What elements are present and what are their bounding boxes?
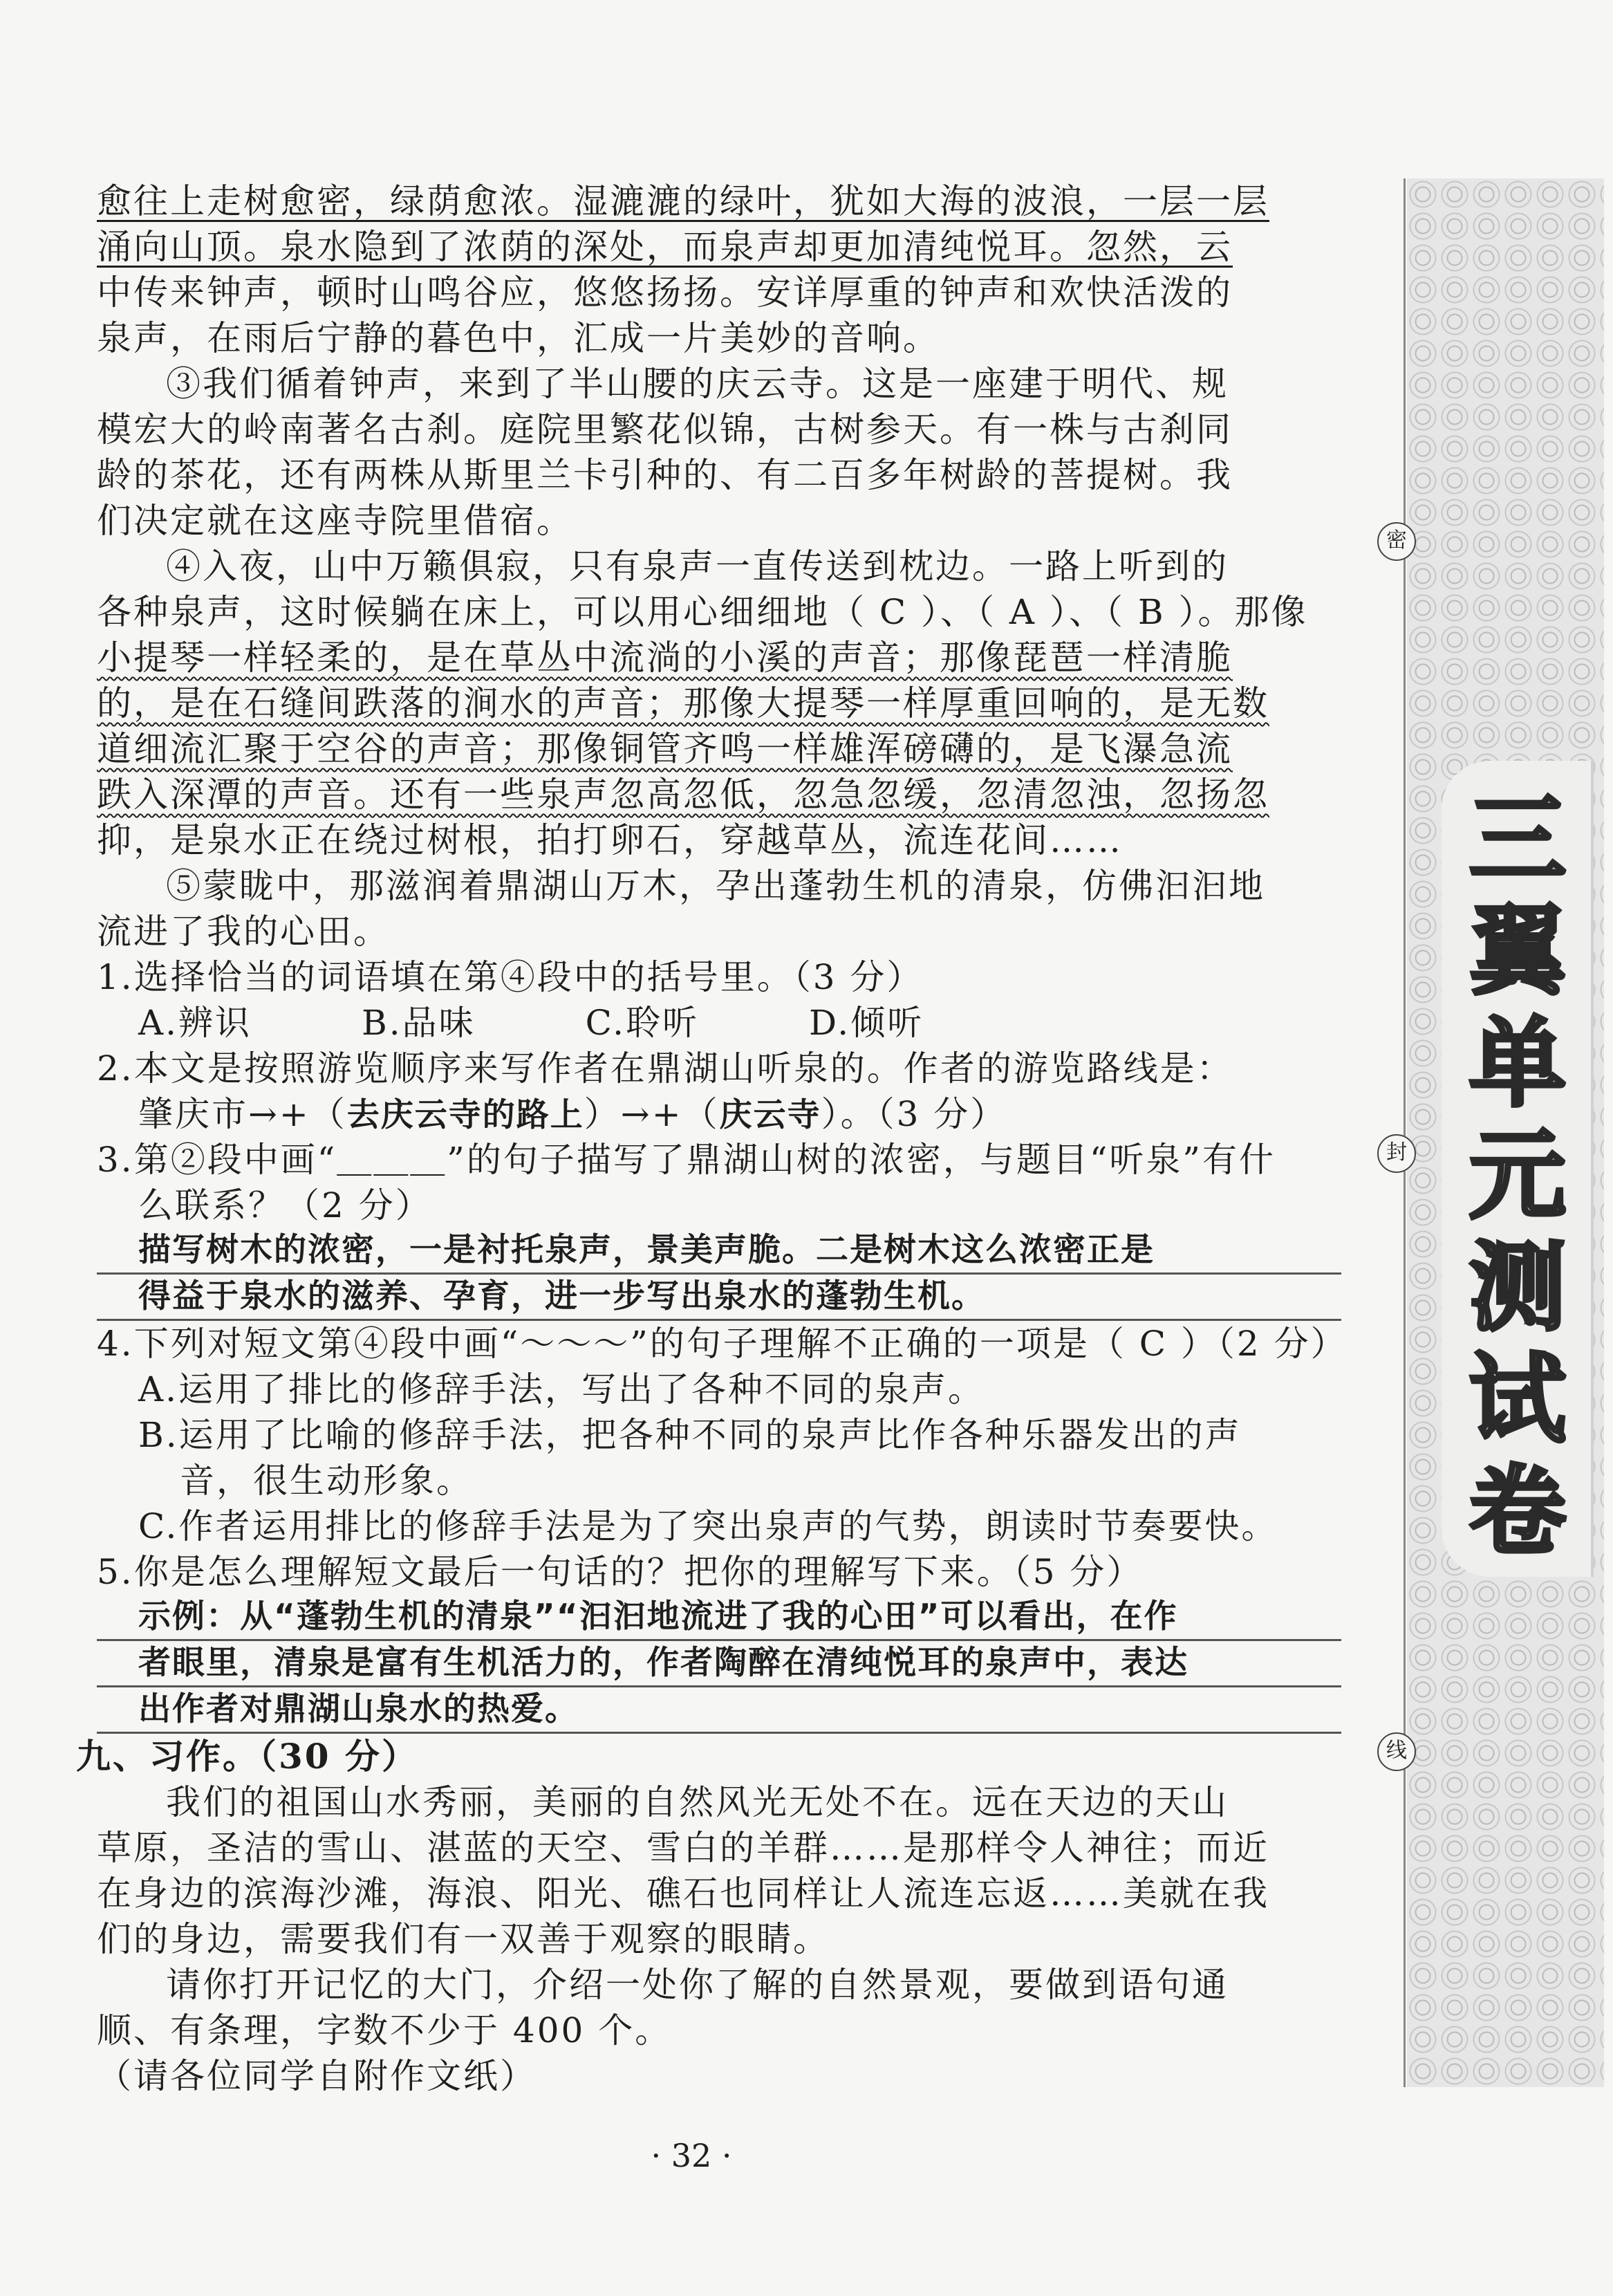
answer-line: 者眼里，清泉是富有生机活力的，作者陶醉在清纯悦耳的泉声中，表达	[97, 1641, 1341, 1687]
page-number: · 32 ·	[651, 2137, 732, 2174]
passage-line	[97, 224, 1341, 270]
passage-line-text: 模宏大的岭南著名古刹。庭院里繁花似锦，古树参天。有一株与古刹同	[97, 409, 1233, 450]
essay-line: 草原，圣洁的雪山、湛蓝的天空、雪白的羊群……是那样令人神往；而近	[97, 1828, 1269, 1868]
question-3-text: 3.第②段中画“＿＿＿”的句子描写了鼎湖山树的浓密，与题目“听泉”有什	[97, 1140, 1276, 1180]
essay-line: 顺、有条理，字数不少于 400 个。	[97, 2010, 672, 2050]
question-1-text: 1.选择恰当的词语填在第④段中的括号里。（3 分）	[97, 957, 924, 997]
passage-line-text: 各种泉声，这时候躺在床上，可以用心细细地（ C ）、（ A ）、（ B ）。那像	[97, 592, 1308, 632]
passage-line	[97, 544, 1341, 589]
question-4-option-c: C.作者运用排比的修辞手法是为了突出泉声的气势，朗读时节奏要快。	[138, 1506, 1278, 1546]
essay-line: 我们的祖国山水秀丽，美丽的自然风光无处不在。远在天边的天山	[166, 1782, 1229, 1822]
route-answer-1: 去庆云寺的路上	[346, 1096, 584, 1134]
passage-line-text: 们决定就在这座寺院里借宿。	[97, 501, 573, 541]
passage-line	[97, 498, 1341, 544]
question-2-route	[97, 1091, 1341, 1137]
essay-line: 请你打开记忆的大门，介绍一处你了解的自然景观，要做到语句通	[166, 1965, 1229, 2005]
passage-line-text: 跌入深潭的声音。还有一些泉声忽高忽低，忽急忽缓，忽清忽浊，忽扬忽	[97, 775, 1269, 815]
question-4-option-b: B.运用了比喻的修辞手法，把各种不同的泉声比作各种乐器发出的声	[138, 1415, 1242, 1455]
question-4-option-b-cont: 音，很生动形象。	[180, 1461, 473, 1501]
question-3-text-cont: 么联系？（2 分）	[138, 1185, 432, 1225]
worksheet-content	[76, 178, 1348, 2099]
essay-prompt	[97, 1779, 1341, 2099]
passage-line-text: 中传来钟声，顿时山鸣谷应，悠悠扬扬。安详厚重的钟声和欢快活泼的	[97, 272, 1233, 313]
passage-line-text: 小提琴一样轻柔的，是在草丛中流淌的小溪的声音；那像琵琶一样清脆	[97, 638, 1233, 678]
passage-line	[97, 452, 1341, 498]
side-title-char: 测	[1469, 1232, 1566, 1344]
passage-line-text: ④入夜，山中万籁俱寂，只有泉声一直传送到枕边。一路上听到的	[166, 546, 1229, 586]
passage-line	[97, 270, 1341, 315]
essay-line: （请各位同学自附作文纸）	[97, 2056, 537, 2096]
question-3	[97, 1137, 1341, 1321]
essay-line: 们的身边，需要我们有一双善于观察的眼睛。	[97, 1919, 830, 1959]
question-4	[97, 1321, 1348, 1549]
answer-line: 得益于泉水的滋养、孕育，进一步写出泉水的蓬勃生机。	[97, 1275, 1341, 1321]
side-title-char: 试	[1469, 1344, 1566, 1456]
passage-line-text: 涌向山顶。泉水隐到了浓荫的深处，而泉声却更加清纯悦耳。忽然，云	[97, 227, 1233, 267]
answer-line: 出作者对鼎湖山泉水的热爱。	[97, 1687, 1341, 1734]
passage-line	[97, 315, 1341, 361]
side-title-char: 单	[1469, 1008, 1566, 1120]
passage-line-text: 流进了我的心田。	[97, 911, 390, 952]
answer-line: 描写树木的浓密，一是衬托泉声，景美声脆。二是树木这么浓密正是	[97, 1228, 1341, 1275]
passage-line-text: ③我们循着钟声，来到了半山腰的庆云寺。这是一座建于明代、规	[166, 364, 1229, 404]
passage-line	[97, 589, 1341, 635]
passage-line-text: 泉声，在雨后宁静的暮色中，汇成一片美妙的音响。	[97, 318, 940, 358]
reading-passage	[97, 178, 1341, 954]
section-9-heading: 九、习作。（30 分）	[76, 1736, 418, 1777]
passage-line	[97, 817, 1341, 863]
side-title-char: 翼	[1469, 896, 1566, 1008]
route-suffix: ）。（3 分）	[821, 1094, 1007, 1134]
seal-mark-feng: 封	[1377, 1134, 1416, 1173]
passage-line	[97, 407, 1341, 452]
passage-line-text: 的，是在石缝间跌落的涧水的声音；那像大提琴一样厚重回响的，是无数	[97, 683, 1269, 723]
seal-mark-mi: 密	[1377, 522, 1416, 561]
side-title-char: 三	[1469, 784, 1566, 896]
passage-line	[97, 635, 1341, 681]
section-9	[76, 1734, 1341, 2099]
passage-line	[97, 909, 1341, 954]
passage-line-text: ⑤蒙眬中，那滋润着鼎湖山万木，孕出蓬勃生机的清泉，仿佛汩汩地	[166, 866, 1265, 906]
essay-line: 在身边的滨海沙滩，海浪、阳光、礁石也同样让人流连忘返……美就在我	[97, 1873, 1269, 1914]
passage-line	[97, 178, 1341, 224]
passage-line	[97, 772, 1341, 817]
answer-line: 示例：从“蓬勃生机的清泉”“汩汩地流进了我的心田”可以看出，在作	[97, 1595, 1341, 1641]
question-5	[97, 1549, 1341, 1734]
seal-mark-xian: 线	[1377, 1732, 1416, 1771]
question-2	[97, 1046, 1341, 1137]
question-1	[97, 954, 1341, 1046]
passage-line	[97, 863, 1341, 909]
question-4-option-a: A.运用了排比的修辞手法，写出了各种不同的泉声。	[138, 1369, 985, 1409]
passage-line	[97, 726, 1341, 772]
passage-line-text: 龄的茶花，还有两株从斯里兰卡引种的、有二百多年树龄的菩提树。我	[97, 455, 1233, 495]
question-4-text: 4.下列对短文第④段中画“～～～”的句子理解不正确的一项是（ C ）（2 分）	[97, 1324, 1348, 1364]
passage-line	[97, 681, 1341, 726]
binding-margin-line	[1404, 178, 1406, 2087]
route-middle: ）→+（	[584, 1094, 720, 1134]
question-1-options: A.辨识 B.品味 C.聆听 D.倾听	[138, 1003, 924, 1043]
side-title-char: 元	[1469, 1120, 1566, 1232]
question-2-text: 2.本文是按照游览顺序来写作者在鼎湖山听泉的。作者的游览路线是：	[97, 1048, 1233, 1089]
route-prefix: 肇庆市→+（	[138, 1094, 347, 1134]
passage-line	[97, 361, 1341, 407]
question-5-text: 5.你是怎么理解短文最后一句话的？把你的理解写下来。（5 分）	[97, 1552, 1144, 1592]
passage-line-text: 道细流汇聚于空谷的声音；那像铜管齐鸣一样雄浑磅礴的，是飞瀑急流	[97, 729, 1233, 769]
passage-line-text: 愈往上走树愈密，绿荫愈浓。湿漉漉的绿叶，犹如大海的波浪，一层一层	[97, 181, 1269, 221]
side-title-char: 卷	[1469, 1456, 1566, 1568]
route-answer-2: 庆云寺	[719, 1096, 821, 1134]
passage-line-text: 抑，是泉水正在绕过树根，拍打卵石，穿越草丛，流连花间……	[97, 820, 1123, 860]
